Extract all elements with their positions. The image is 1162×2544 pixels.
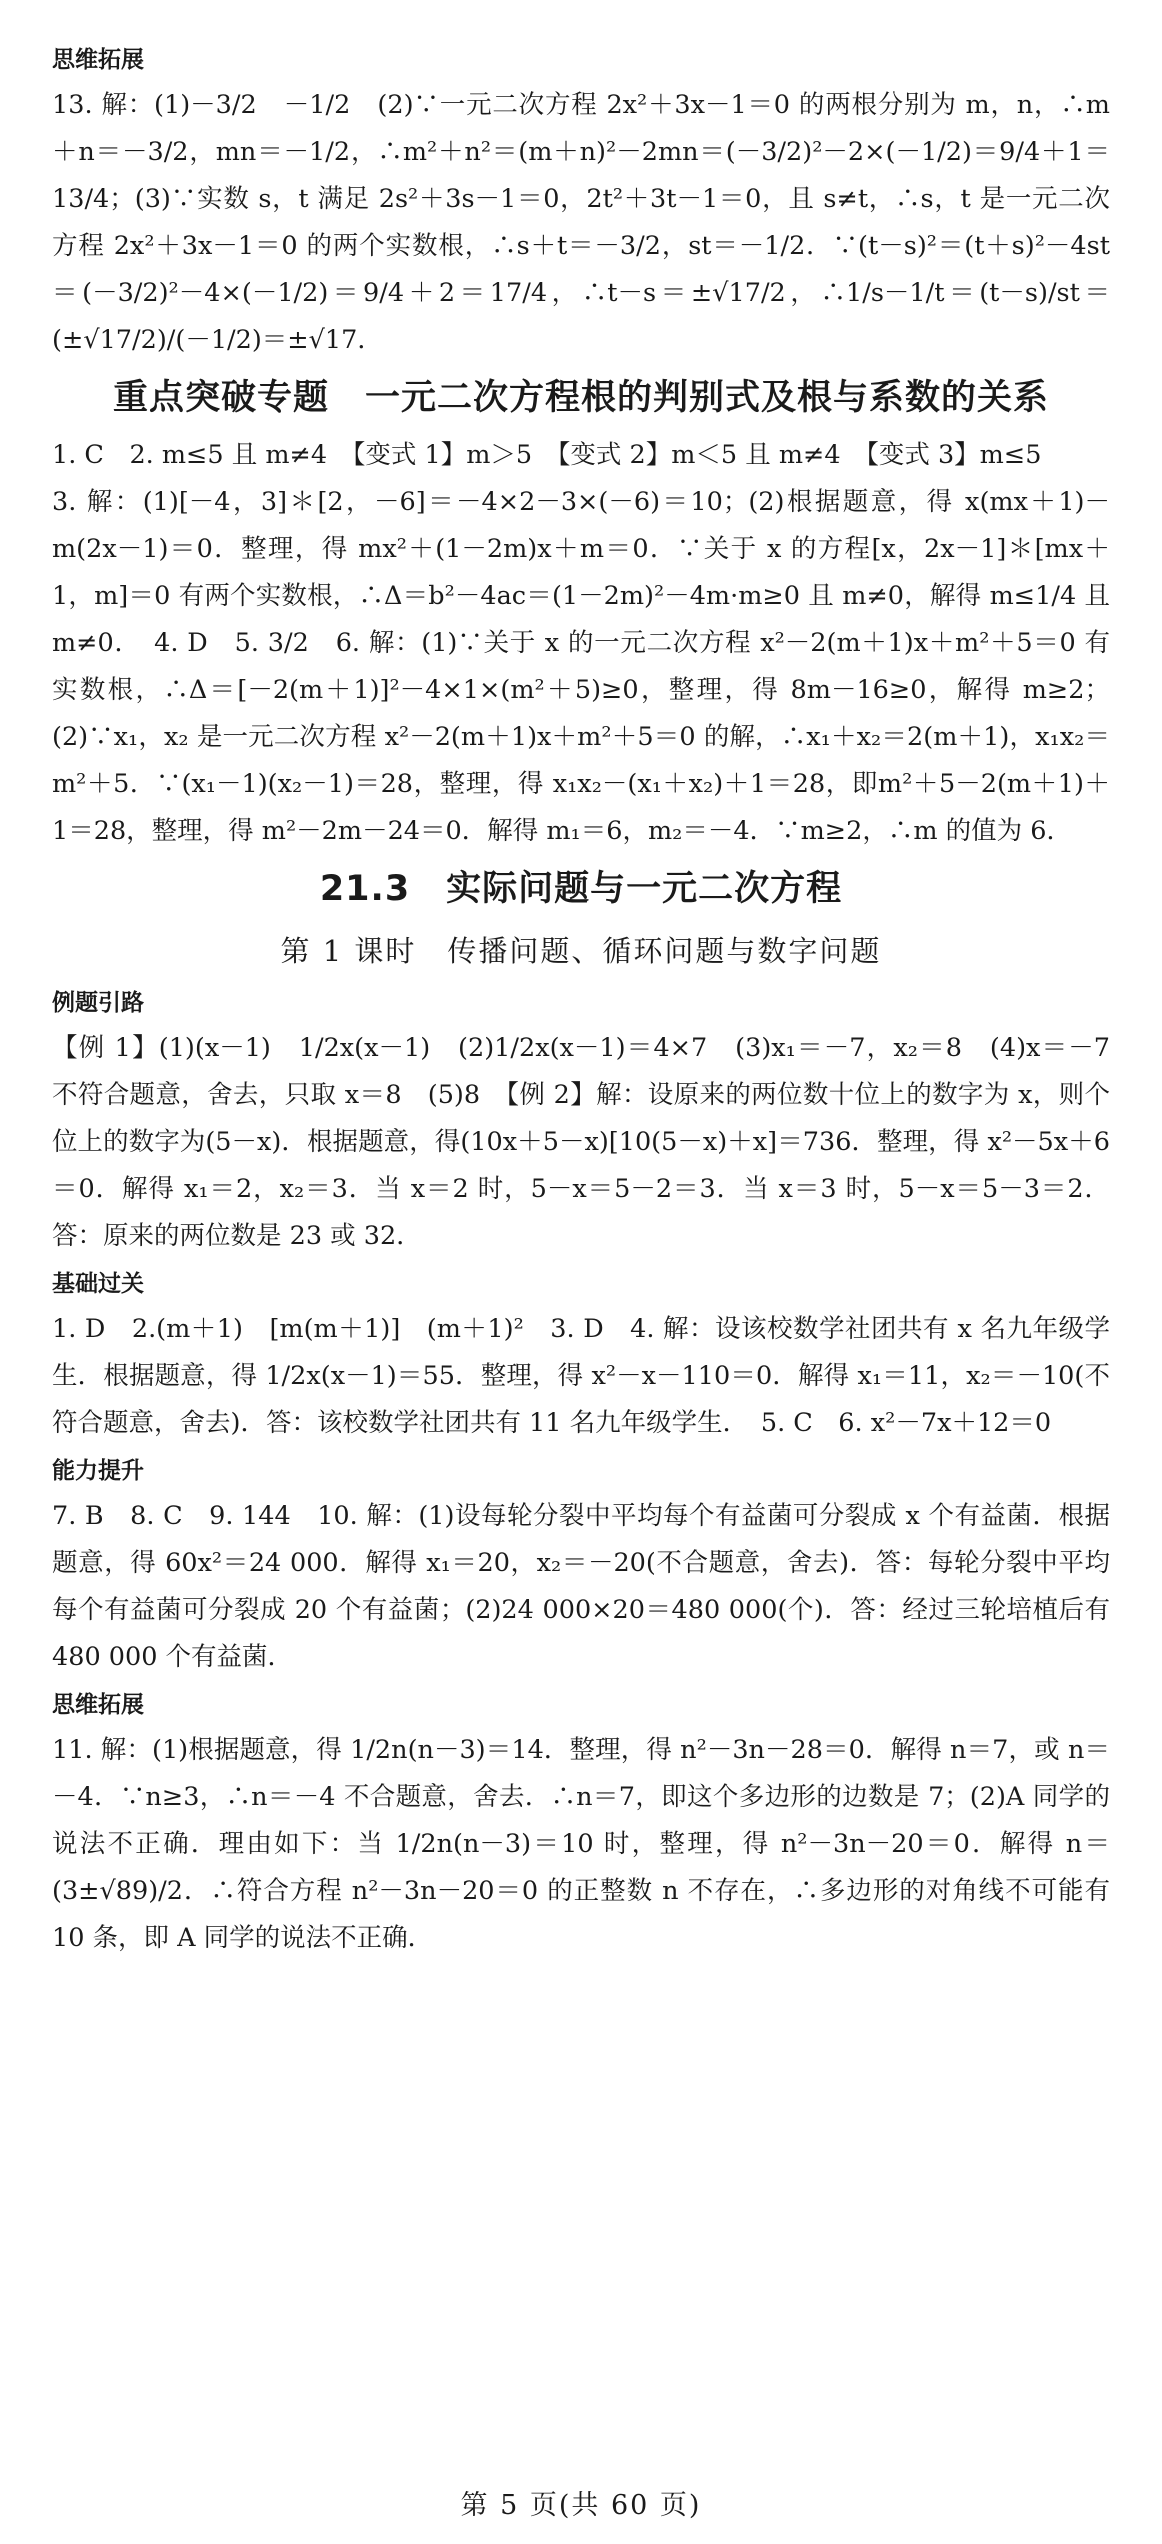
problem-11-solution: 11. 解：(1)根据题意，得 1/2n(n－3)＝14．整理，得 n²－3n－28＝0．解得 n＝7，或 n＝－4．∵n≥3，∴n＝－4 不合题意，舍去．∴n＝7，即这个多边形的边数是 7；(2)A 同学的说法不正确．理由如下：当 1/2n(n－3)＝10 时，整理，得 n²－3n－20＝0．解得 n＝(3±√89)/2．∴符合方程 n²－3n－20＝0 的正整数 n 不存在，∴多边形的对角线不可能有 10 条，即 A 同学的说法不正确． [52, 1735, 1110, 1953]
section-heading-thinking: 思维拓展 [52, 47, 144, 73]
problem-13-solution: 13. 解：(1)－3/2 －1/2 (2)∵一元二次方程 2x²＋3x－1＝0 的两根分别为 m，n，∴m＋n＝－3/2，mn＝－1/2，∴m²＋n²＝(m＋n)²－2mn＝(－3/2)²－2×(－1/2)＝9/4＋1＝13/4；(3)∵实数 s，t 满足 2s²＋3s－1＝0，2t²＋3t－1＝0，且 s≠t，∴s，t 是一元二次方程 2x²＋3x－1＝0 的两个实数根，∴s＋t＝－3/2，st＝－1/2．∵(t－s)²＝(t＋s)²－4st＝(－3/2)²－4×(－1/2)＝9/4＋2＝17/4，∴t－s＝±√17/2，∴1/s－1/t＝(t－s)/st＝(±√17/2)/(－1/2)＝±√17． [52, 90, 1110, 355]
basic-answers: 1. D 2.(m＋1) [m(m＋1)] (m＋1)² 3. D 4. 解：设该校数学社团共有 x 名九年级学生．根据题意，得 1/2x(x－1)＝55．整理，得 x²－x－110＝0．解得 x₁＝11，x₂＝－10(不符合题意，舍去)．答：该校数学社团共有 11 名九年级学生． 5. C 6. x²－7x＋12＝0 [52, 1314, 1110, 1438]
section-heading-ability: 能力提升 [52, 1458, 144, 1484]
section-heading-examples: 例题引路 [52, 990, 144, 1016]
section-heading-thinking-2: 思维拓展 [52, 1692, 144, 1718]
section-title-21-3: 21.3 实际问题与一元二次方程 [319, 869, 843, 909]
section-heading-basic: 基础过关 [52, 1271, 144, 1297]
examples-solution: 【例 1】(1)(x－1) 1/2x(x－1) (2)1/2x(x－1)＝4×7 (3)x₁＝－7，x₂＝8 (4)x＝－7 不符合题意，舍去，只取 x＝8 (5)8 【例 2】解：设原来的两位数十位上的数字为 x，则个位上的数字为(5－x)．根据题意，得(10x＋5－x)[10(5－x)＋x]＝736．整理，得 x²－5x＋6＝0．解得 x₁＝2，x₂＝3．当 x＝2 时，5－x＝5－2＝3．当 x＝3 时，5－x＝5－3＝2．答：原来的两位数是 23 或 32． [52, 1033, 1110, 1251]
page-footer: 第 5 页(共 60 页) [460, 2490, 702, 2521]
topic-answers-3-6: 3. 解：(1)[－4，3]＊[2，－6]＝－4×2－3×(－6)＝10；(2)根据题意，得 x(mx＋1)－m(2x－1)＝0．整理，得 mx²＋(1－2m)x＋m＝0．∵关于 x 的方程[x，2x－1]＊[mx＋1，m]＝0 有两个实数根，∴Δ＝b²－4ac＝(1－2m)²－4m·m≥0 且 m≠0，解得 m≤1/4 且 m≠0． 4. D 5. 3/2 6. 解：(1)∵关于 x 的一元二次方程 x²－2(m＋1)x＋m²＋5＝0 有实数根，∴Δ＝[－2(m＋1)]²－4×1×(m²＋5)≥0，整理，得 8m－16≥0，解得 m≥2；(2)∵x₁，x₂ 是一元二次方程 x²－2(m＋1)x＋m²＋5＝0 的解，∴x₁＋x₂＝2(m＋1)，x₁x₂＝m²＋5．∵(x₁－1)(x₂－1)＝28，整理，得 x₁x₂－(x₁＋x₂)＋1＝28，即m²＋5－2(m＋1)＋1＝28，整理，得 m²－2m－24＝0．解得 m₁＝6，m₂＝－4．∵m≥2，∴m 的值为 6． [52, 487, 1110, 846]
lesson-title: 第 1 课时 传播问题、循环问题与数字问题 [280, 934, 882, 968]
topic-title: 重点突破专题 一元二次方程根的判别式及根与系数的关系 [112, 378, 1049, 418]
topic-answers-1-2: 1. C 2. m≤5 且 m≠4 【变式 1】m＞5 【变式 2】m＜5 且 m≠4 【变式 3】m≤5 [52, 440, 1042, 470]
ability-answers: 7. B 8. C 9. 144 10. 解：(1)设每轮分裂中平均每个有益菌可分裂成 x 个有益菌．根据题意，得 60x²＝24 000．解得 x₁＝20，x₂＝－20(不合题意，舍去)．答：每轮分裂中平均每个有益菌可分裂成 20 个有益菌；(2)24 000×20＝480 000(个)．答：经过三轮培植后有 480 000 个有益菌． [52, 1501, 1110, 1672]
